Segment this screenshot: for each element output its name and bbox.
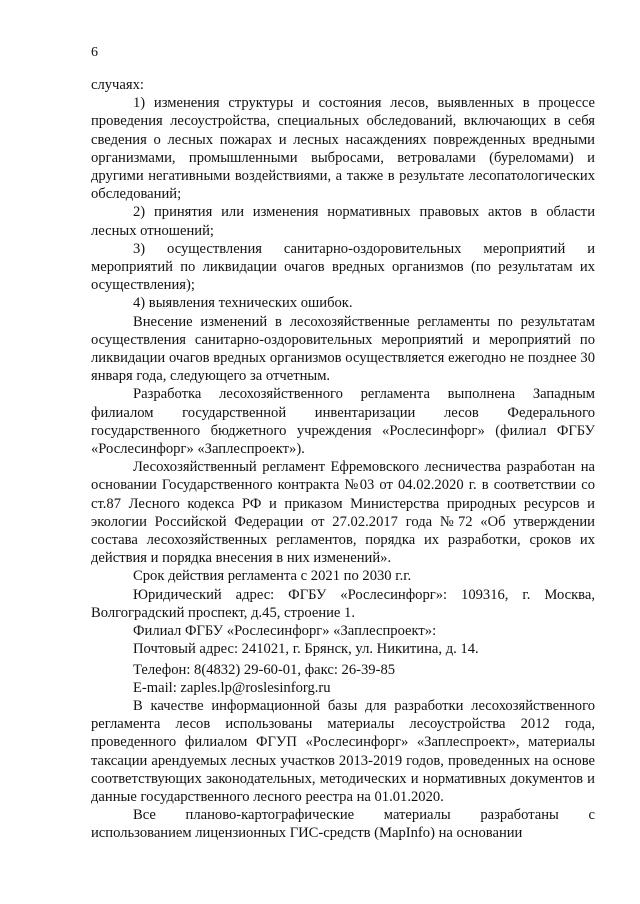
validity-period: Срок действия регламента с 2021 по 2030 г.г. bbox=[133, 568, 412, 585]
paragraph: Все планово-картографические материалы разработаны с использованием лицензионных ГИС-средств (MapInfo) на основании bbox=[91, 807, 595, 842]
paragraph: случаях: bbox=[91, 77, 144, 93]
postal-address: Почтовый адрес: 241021, г. Брянск, ул. Никитина, д. 14. bbox=[133, 641, 479, 658]
legal-address: Юридический адрес: ФГБУ «Рослесинфорг»: 109316, г. Москва, Волгоградский проспект, д.45, строение 1. bbox=[91, 586, 595, 621]
branch-name: Филиал ФГБУ «Рослесинфорг» «Заплеспроект»: bbox=[133, 623, 437, 640]
document-body bbox=[91, 76, 595, 843]
paragraph: Разработка лесохозяйственного регламента выполнена Западным филиалом государственной инвентаризации лесов Федерального государственного бюджетного учреждения «Рослесинфорг» (филиал ФГБУ «Рослесинфорг» «Заплеспроект»). bbox=[91, 386, 595, 458]
paragraph: Лесохозяйственный регламент Ефремовского лесничества разработан на основании Государственного контракта №03 от 04.02.2020 г. в соответствии со ст.87 Лесного кодекса РФ и приказом Министерства природных ресурсов и экологии Российской Федерации от 27.02.2017 года №72 «Об утверждении состава лесохозяйственных регламентов, порядка их разработки, сроков их действия и порядка внесения в них изменений». bbox=[91, 459, 595, 567]
list-item-1: 1) изменения структуры и состояния лесов, выявленных в процессе проведения лесоустройства, специальных обследований, включающих в себя сведения о лесных пожарах и лесных насаждениях поврежденных вредными организмами, промышленными выбросами, ветровалами (буреломами) и другими негативными воздействиями, а также в результате лесопатологических обследований; bbox=[91, 95, 595, 203]
list-item-2: 2) принятия или изменения нормативных правовых актов в области лесных отношений; bbox=[91, 204, 595, 239]
paragraph: В качестве информационной базы для разработки лесохозяйственного регламента лесов использованы материалы лесоустройства 2012 года, проведенного филиалом ФГУП «Рослесинфорг» «Заплеспроект», материалы таксации арендуемых лесных участков 2013-2019 годов, проведенных на основе соответствующих законодательных, методических и нормативных документов и данные государственного лесного реестра на 01.01.2020. bbox=[91, 697, 595, 805]
page-number: 6 bbox=[91, 45, 98, 60]
phone-fax: Телефон: 8(4832) 29-60-01, факс: 26-39-85 bbox=[133, 661, 396, 678]
email: E-mail: zaples.lp@roslesinforg.ru bbox=[133, 679, 331, 696]
paragraph: Внесение изменений в лесохозяйственные регламенты по результатам осуществления санитарно-оздоровительных мероприятий и мероприятий по ликвидации очагов вредных организмов осуществляется ежегодно не позднее 30 января года, следующего за отчетным. bbox=[91, 313, 595, 385]
list-item-3: 3) осуществления санитарно-оздоровительных мероприятий и мероприятий по ликвидации очагов вредных организмов (по результатам их осуществления); bbox=[91, 240, 595, 294]
list-item-4: 4) выявления технических ошибок. bbox=[133, 295, 353, 312]
